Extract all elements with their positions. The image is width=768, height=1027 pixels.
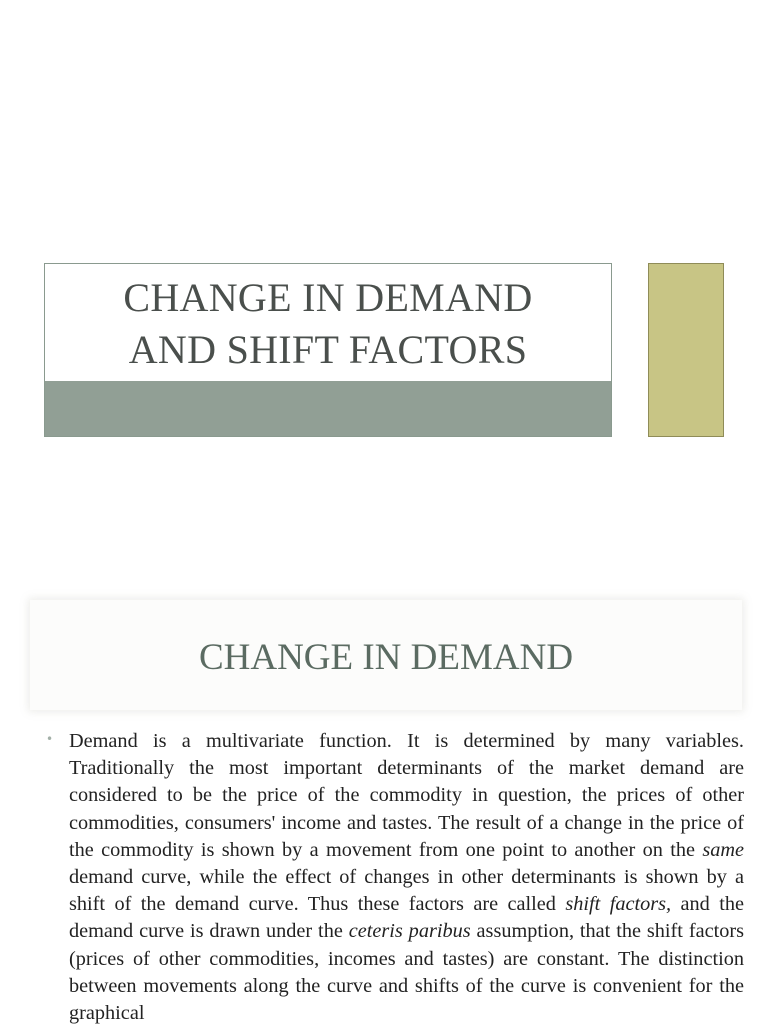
paragraph-text-2: demand curve, while the effect of changes in other determinants is shown by a shift of the demand curve. Thus these factors are called bbox=[69, 866, 744, 916]
bullet-dot-icon: • bbox=[46, 732, 54, 746]
heading-panel bbox=[30, 600, 742, 710]
bullet-paragraph bbox=[69, 728, 744, 1027]
title-box bbox=[44, 263, 612, 437]
content-slide bbox=[0, 596, 768, 1024]
slide-title-line-2: AND SHIFT FACTORS bbox=[128, 327, 528, 372]
section-heading: CHANGE IN DEMAND bbox=[198, 637, 574, 678]
slide-title bbox=[45, 272, 611, 376]
bullet-list bbox=[46, 728, 746, 1027]
emphasis-same: same bbox=[702, 838, 744, 861]
slide-title-line-1: CHANGE IN DEMAND bbox=[123, 275, 533, 320]
side-accent-block bbox=[648, 263, 724, 437]
paragraph-text-1: Demand is a multivariate function. It is determined by many variables. Traditionally the most important determinants of the market demand are considered to be the price of the commodity in question, the prices of other commodities, consumers' income and tastes. The result of a change in the price of the commodity is shown by a movement from one point to another on the bbox=[69, 730, 744, 861]
title-accent-band bbox=[45, 381, 611, 436]
paragraph-text-3: and the demand curve is drawn under the bbox=[69, 893, 745, 943]
paragraph-text-4: assumption, that the shift factors (prices of other commodities, incomes and tastes) are constant. The distinction between movements along the curve and shifts of the curve is convenient for the graphical bbox=[69, 920, 744, 1025]
emphasis-shift-factors: shift factors, bbox=[565, 893, 672, 916]
emphasis-ceteris-paribus: ceteris paribus bbox=[348, 920, 471, 943]
